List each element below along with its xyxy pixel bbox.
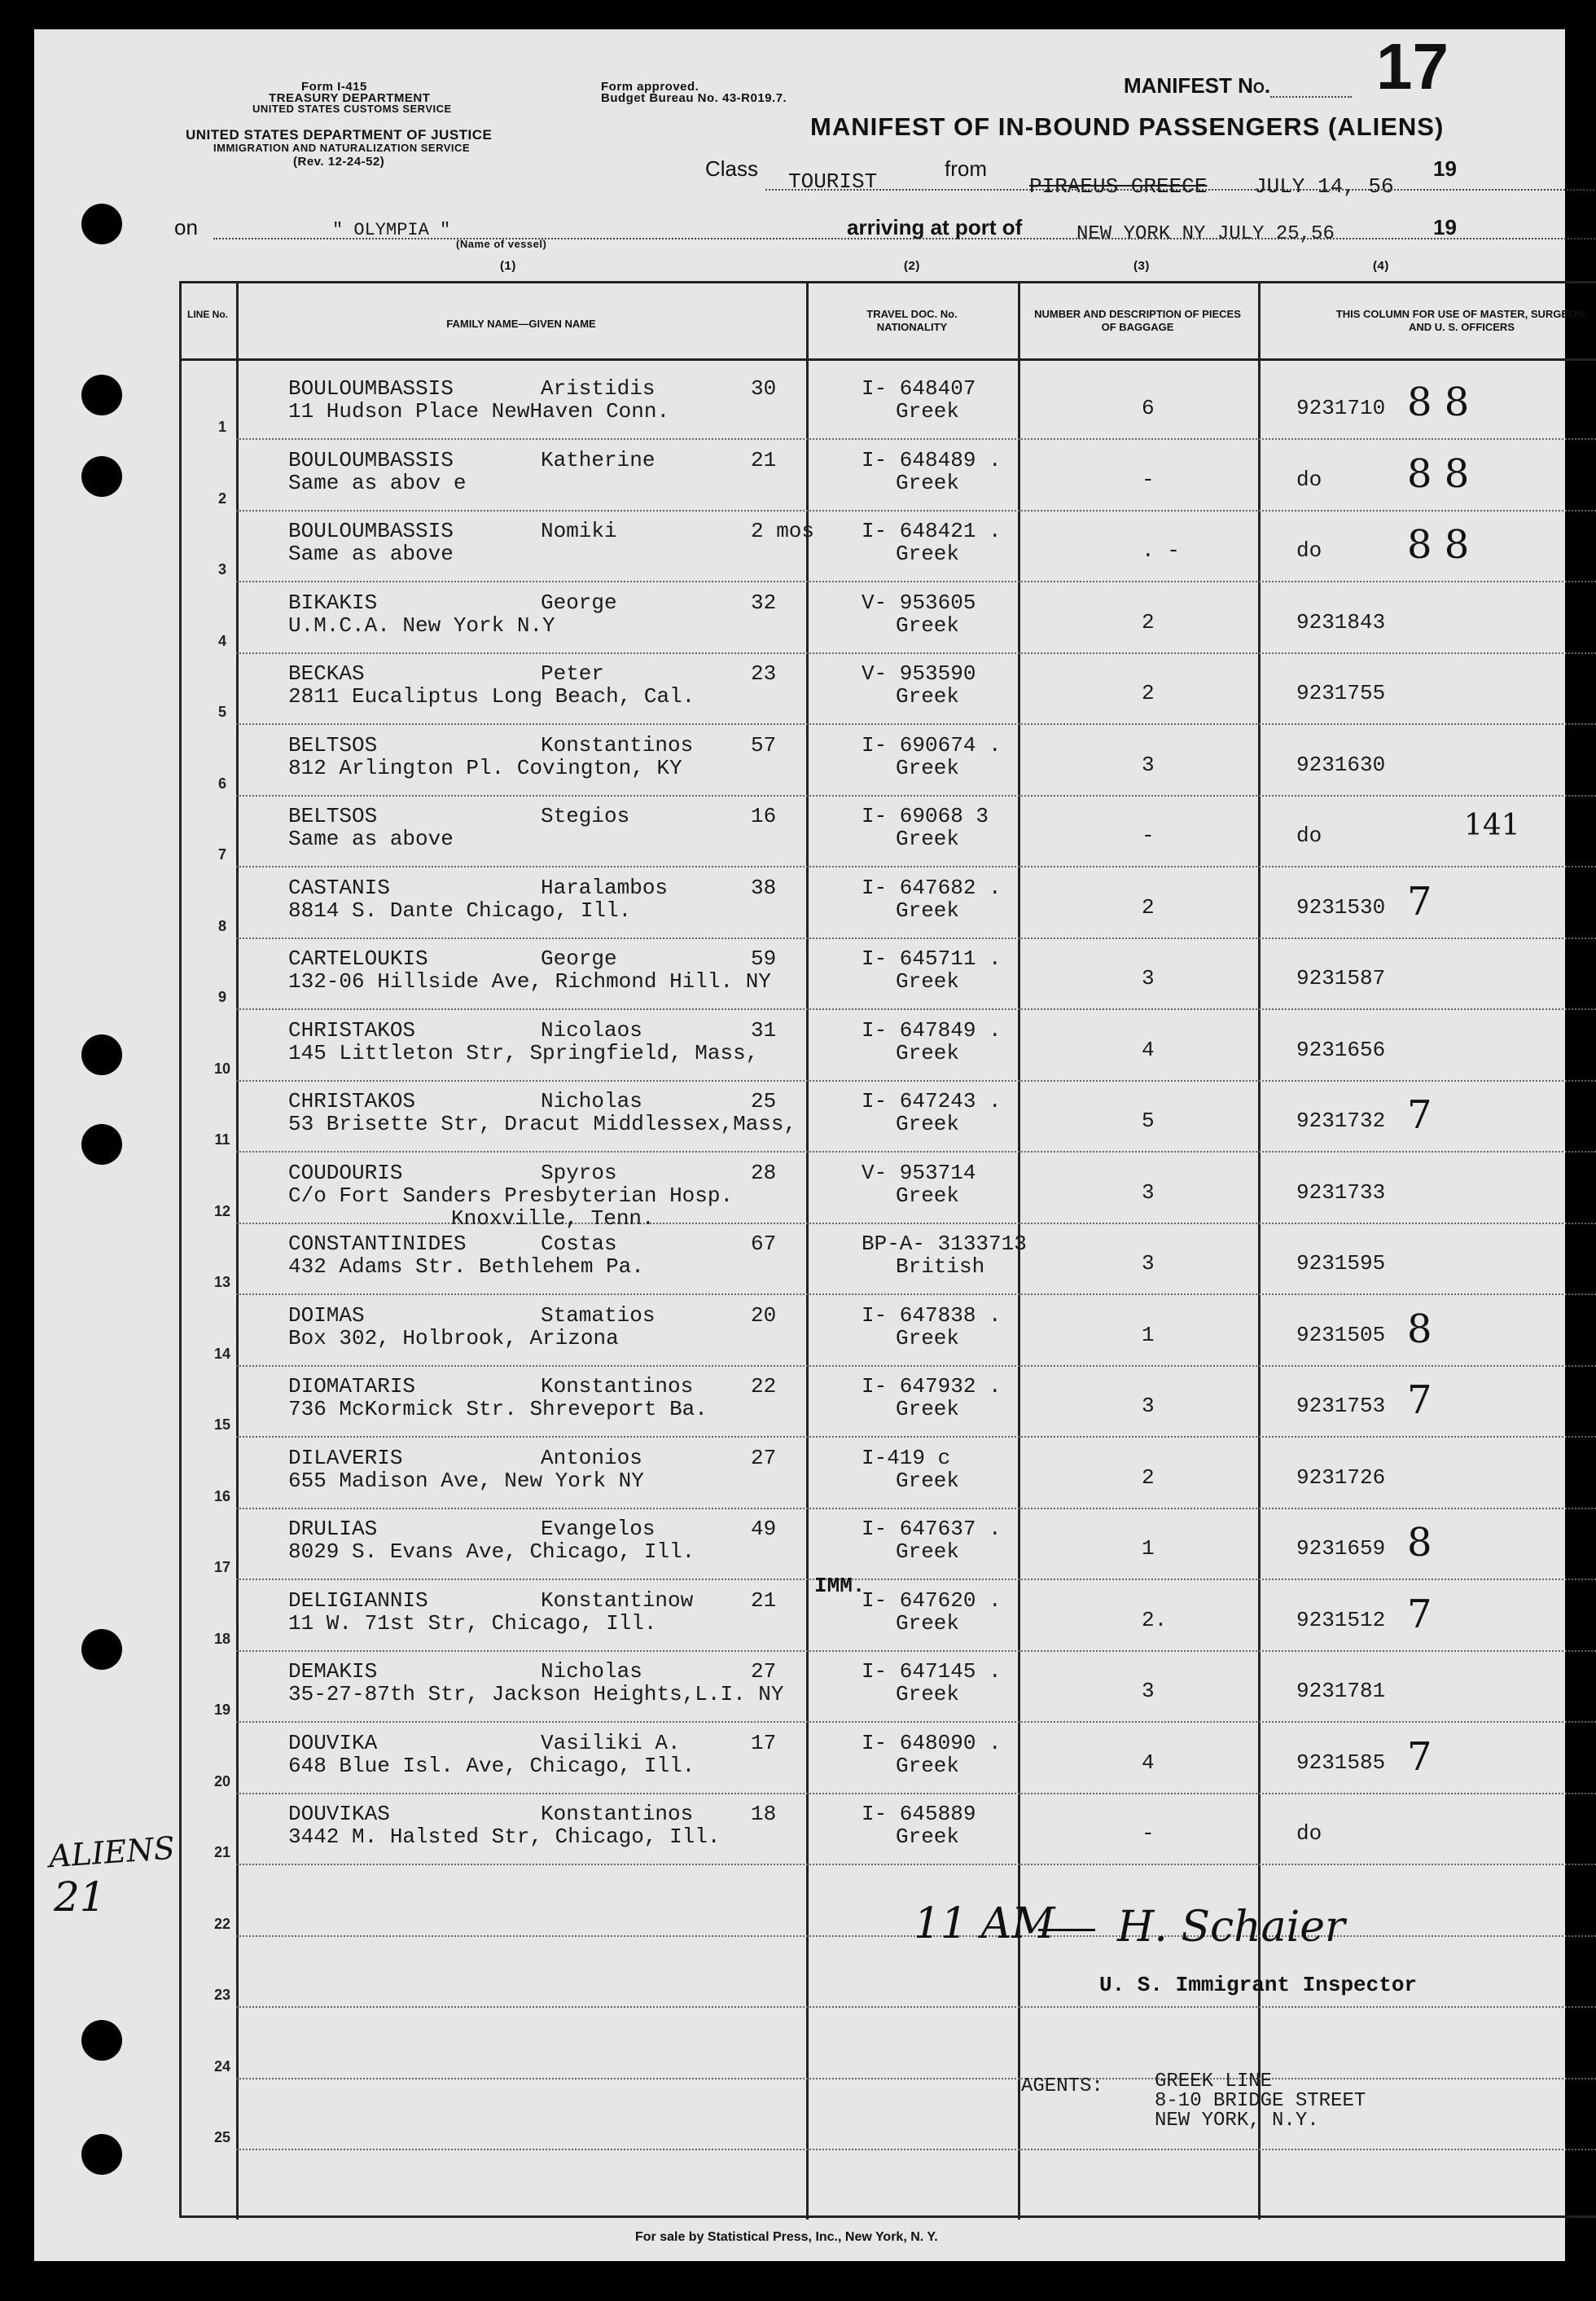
form-number: Form I-415: [301, 80, 367, 94]
given-name: Aristidis: [541, 376, 656, 401]
manifest-no-label: MANIFEST No.: [1124, 73, 1271, 98]
travel-doc-no: I- 647637 .: [862, 1517, 1002, 1541]
nationality: Greek: [896, 1610, 960, 1636]
officer-number: 9231585: [1296, 1750, 1386, 1775]
line-number: 2: [217, 490, 226, 507]
baggage-count: 2: [1142, 609, 1155, 635]
class-label: Class: [705, 156, 759, 181]
col-num-2: (2): [904, 259, 920, 273]
row-rule: [236, 1864, 1596, 1865]
baggage-count: -: [1142, 823, 1155, 848]
row-rule: [236, 2149, 1596, 2150]
given-name: Vasiliki A.: [541, 1730, 681, 1755]
address: 2811 Eucaliptus Long Beach, Cal.: [288, 684, 695, 709]
arriving-label: arriving at port of: [847, 215, 1023, 239]
agents-label: AGENTS:: [1021, 2075, 1103, 2097]
agents-line-2: 8-10 BRIDGE STREET: [1155, 2090, 1366, 2112]
officer-mark: 8 8: [1407, 450, 1470, 497]
header-name: FAMILY NAME—GIVEN NAME: [446, 318, 596, 330]
address: Same as above: [288, 827, 454, 851]
given-name: Konstantinos: [541, 1374, 694, 1399]
binder-hole: [81, 375, 122, 415]
officer-number: 9231512: [1296, 1607, 1386, 1632]
officer-mark: 7: [1407, 1377, 1432, 1423]
officer-mark: 7: [1407, 1591, 1432, 1637]
officer-number: 9231659: [1296, 1536, 1386, 1561]
family-name: BELTSOS: [288, 804, 378, 828]
nationality: Greek: [896, 1183, 960, 1208]
address: 11 Hudson Place NewHaven Conn.: [288, 399, 670, 424]
family-name: DRULIAS: [288, 1517, 378, 1541]
nationality: Greek: [896, 755, 960, 780]
baggage-count: 3: [1142, 1679, 1155, 1703]
binder-hole: [81, 2134, 122, 2175]
baggage-count: 4: [1142, 1750, 1155, 1775]
row-rule: [236, 2078, 1596, 2079]
family-name: BOULOUMBASSIS: [288, 447, 454, 472]
address: 655 Madison Ave, New York NY: [288, 1468, 644, 1493]
officer-mark: 8: [1407, 1306, 1432, 1352]
officer-number: 9231630: [1296, 752, 1386, 777]
class-value: TOURIST: [788, 169, 878, 194]
officer-number: do: [1296, 823, 1322, 848]
travel-doc-no: I- 648421 .: [862, 519, 1002, 543]
baggage-count: 3: [1142, 966, 1155, 990]
travel-doc-no: V- 953605: [862, 590, 976, 615]
given-name: Nicholas: [541, 1659, 642, 1684]
binder-hole: [81, 1034, 122, 1075]
family-name: CASTANIS: [288, 875, 390, 900]
given-name: Konstantinos: [541, 732, 694, 757]
binder-hole: [81, 456, 122, 497]
binder-hole: [81, 204, 122, 244]
line-number: 24: [213, 2057, 231, 2075]
nationality: Greek: [896, 1825, 960, 1849]
nationality: Greek: [896, 827, 960, 851]
line-number: 16: [213, 1487, 231, 1504]
travel-doc-no: I- 647620 .: [862, 1587, 1002, 1613]
officer-number: do: [1296, 467, 1322, 492]
given-name: George: [541, 590, 617, 615]
officer-number: 9231755: [1296, 681, 1386, 705]
family-name: BOULOUMBASSIS: [288, 519, 454, 543]
age: 67: [751, 1232, 777, 1256]
nationality: Greek: [896, 1753, 960, 1778]
officer-number: do: [1296, 1821, 1322, 1846]
age: 28: [751, 1160, 777, 1185]
nationality: Greek: [896, 1112, 960, 1136]
travel-doc-no: I- 690674 .: [862, 732, 1002, 757]
line-number: 23: [213, 1987, 231, 2003]
given-name: Nicolaos: [541, 1017, 642, 1043]
address: 432 Adams Str. Bethlehem Pa.: [288, 1254, 644, 1279]
travel-doc-no: I- 648090 .: [862, 1730, 1002, 1755]
family-name: CHRISTAKOS: [288, 1089, 416, 1113]
baggage-count: -: [1142, 1821, 1155, 1846]
officer-mark: 7: [1407, 878, 1432, 924]
family-name: BIKAKIS: [288, 590, 378, 615]
age: 59: [751, 946, 777, 971]
travel-doc-no: I- 648489 .: [862, 447, 1002, 472]
baggage-count: 3: [1142, 1179, 1155, 1205]
line-number: 6: [217, 775, 226, 792]
age: 21: [751, 447, 777, 472]
officer-mark: 8 8: [1407, 380, 1470, 425]
baggage-count: 3: [1142, 752, 1155, 777]
family-name: BECKAS: [288, 661, 365, 686]
officer-mark: 7: [1407, 1733, 1432, 1780]
year-prefix: 19: [1433, 156, 1457, 181]
ins-service: IMMIGRATION AND NATURALIZATION SERVICE: [213, 142, 471, 154]
binder-hole: [81, 1124, 122, 1165]
line-number: 15: [213, 1416, 231, 1433]
travel-doc-no: V- 953714: [862, 1160, 976, 1185]
family-name: CONSTANTINIDES: [288, 1232, 467, 1256]
officer-number: 9231781: [1296, 1679, 1386, 1703]
baggage-count: 2.: [1142, 1607, 1168, 1632]
from-value: PIRAEUS GREECE: [1029, 174, 1208, 199]
age: 22: [751, 1374, 777, 1399]
officer-number: 9231710: [1296, 396, 1386, 420]
officer-number: 9231505: [1296, 1322, 1386, 1347]
manifest-title: MANIFEST OF IN-BOUND PASSENGERS (ALIENS): [810, 112, 1445, 141]
given-name: Konstantinos: [541, 1802, 694, 1826]
nationality: Greek: [896, 684, 960, 709]
age: 27: [751, 1445, 777, 1470]
address: Box 302, Holbrook, Arizona: [288, 1325, 619, 1350]
line-number: 3: [217, 561, 226, 577]
nationality: Greek: [896, 969, 960, 994]
travel-doc-no: I- 647932 .: [862, 1374, 1002, 1399]
line-number: 7: [217, 846, 226, 863]
family-name: DILAVERIS: [288, 1445, 403, 1470]
address: U.M.C.A. New York N.Y: [288, 613, 555, 638]
form-approved: Form approved.: [601, 80, 699, 94]
header-officers: THIS COLUMN FOR USE OF MASTER, SURGEON, AND U. S. OFFICERS: [1335, 308, 1588, 333]
family-name: DIOMATARIS: [288, 1374, 416, 1399]
given-name: Nomiki: [541, 519, 617, 543]
line-number: 8: [217, 917, 226, 934]
family-name: BOULOUMBASSIS: [288, 376, 454, 401]
baggage-count: 3: [1142, 1251, 1155, 1276]
nationality: British: [896, 1254, 985, 1279]
departure-date: JULY 14, 56: [1254, 174, 1394, 199]
nationality: Greek: [896, 1040, 960, 1065]
line-number: 9: [217, 989, 226, 1005]
nationality: Greek: [896, 470, 960, 495]
baggage-count: 3: [1142, 1394, 1155, 1418]
line-number: 17: [213, 1559, 231, 1575]
age: 57: [751, 732, 777, 757]
officer-number: 9231587: [1296, 966, 1386, 990]
line-number: 1: [217, 419, 226, 435]
budget-bureau: Budget Bureau No. 43-R019.7.: [601, 91, 787, 105]
line-number: 20: [213, 1772, 231, 1789]
travel-doc-no: I- 647243 .: [862, 1089, 1002, 1113]
family-name: BELTSOS: [288, 732, 378, 757]
officer-mark: 7: [1407, 1092, 1432, 1138]
given-name: Haralambos: [541, 875, 669, 900]
age: 31: [751, 1017, 777, 1043]
age: 16: [751, 804, 777, 828]
age: 49: [751, 1517, 777, 1541]
line-number: 18: [213, 1630, 231, 1647]
baggage-count: 5: [1142, 1109, 1155, 1133]
officer-mark: 141: [1464, 809, 1520, 842]
officer-number: 9231530: [1296, 894, 1386, 920]
family-name: CHRISTAKOS: [288, 1017, 416, 1043]
family-name: DEMAKIS: [288, 1659, 378, 1684]
vessel-caption: (Name of vessel): [456, 238, 547, 250]
from-label: from: [945, 156, 987, 181]
age: 2 mos: [751, 519, 815, 543]
given-name: George: [541, 946, 617, 971]
baggage-count: 2: [1142, 681, 1155, 705]
address: 11 W. 71st Str, Chicago, Ill.: [288, 1610, 657, 1636]
manifest-number: 17: [1376, 30, 1449, 103]
age: 17: [751, 1730, 777, 1755]
col-num-4: (4): [1373, 259, 1389, 273]
baggage-count: 2: [1142, 1464, 1155, 1490]
printer-footer: For sale by Statistical Press, Inc., New York, N. Y.: [635, 2230, 938, 2244]
on-label: on: [174, 215, 198, 239]
age: 32: [751, 590, 777, 615]
given-name: Stamatios: [541, 1302, 656, 1328]
nationality: Greek: [896, 1397, 960, 1421]
address: 53 Brisette Str, Dracut Middlessex,Mass,: [288, 1112, 797, 1136]
family-name: CARTELOUKIS: [288, 946, 428, 971]
baggage-count: 4: [1142, 1037, 1155, 1062]
address: 3442 M. Halsted Str, Chicago, Ill.: [288, 1825, 721, 1849]
nationality: Greek: [896, 898, 960, 923]
travel-doc-no: I- 647838 .: [862, 1302, 1002, 1328]
given-name: Peter: [541, 661, 605, 686]
age: 30: [751, 376, 777, 401]
officer-number: 9231595: [1296, 1251, 1386, 1276]
age: 18: [751, 1802, 777, 1826]
signature-dash: [1038, 1929, 1095, 1931]
nationality: Greek: [896, 1682, 960, 1706]
officer-number: 9231732: [1296, 1109, 1386, 1133]
class-line: [765, 189, 1596, 191]
col-num-3: (3): [1133, 259, 1150, 273]
header-divider: [179, 358, 1596, 361]
given-name: Costas: [541, 1232, 617, 1256]
address: 648 Blue Isl. Ave, Chicago, Ill.: [288, 1753, 695, 1778]
header-travel-doc: TRAVEL DOC. No. NATIONALITY: [866, 308, 958, 333]
officer-mark: 8 8: [1407, 522, 1470, 568]
age: 20: [751, 1302, 777, 1328]
baggage-count: . -: [1142, 538, 1180, 563]
line-number: 22: [213, 1915, 231, 1932]
officer-mark: 8: [1407, 1520, 1432, 1565]
vessel-line: [213, 238, 1596, 239]
baggage-count: 2: [1142, 894, 1155, 920]
aliens-note: ALIENS: [47, 1829, 177, 1875]
nationality: Greek: [896, 542, 960, 566]
line-number: 5: [217, 704, 226, 720]
given-name: Konstantinow: [541, 1587, 694, 1613]
col-num-1: (1): [500, 259, 516, 273]
customs-service: UNITED STATES CUSTOMS SERVICE: [252, 103, 452, 115]
treasury-dept: TREASURY DEPARTMENT: [269, 91, 431, 105]
officer-number: 9231726: [1296, 1464, 1386, 1490]
baggage-count: -: [1142, 467, 1155, 492]
address: Same as above: [288, 542, 454, 566]
manifest-no-line: [1270, 96, 1352, 98]
inspector-title: U. S. Immigrant Inspector: [1099, 1973, 1418, 1997]
address: 132-06 Hillside Ave, Richmond Hill. NY: [288, 969, 771, 994]
travel-doc-no: I- 645889: [862, 1802, 976, 1826]
imm-stamp: IMM.: [814, 1574, 866, 1598]
header-baggage: NUMBER AND DESCRIPTION OF PIECES OF BAGGAGE: [1034, 308, 1241, 333]
family-name: DELIGIANNIS: [288, 1587, 428, 1613]
age: 38: [751, 875, 777, 900]
address: 736 McKormick Str. Shreveport Ba.: [288, 1397, 708, 1421]
given-name: Katherine: [541, 447, 656, 472]
baggage-count: 1: [1142, 1536, 1155, 1561]
line-number: 25: [213, 2129, 231, 2145]
address: C/o Fort Sanders Presbyterian Hosp.: [288, 1183, 734, 1208]
officer-number: 9231656: [1296, 1037, 1386, 1062]
nationality: Greek: [896, 1539, 960, 1564]
baggage-count: 6: [1142, 396, 1155, 420]
officer-number: 9231843: [1296, 609, 1386, 635]
agents-line-3: NEW YORK, N.Y.: [1155, 2110, 1319, 2132]
address: Same as abov e: [288, 470, 467, 495]
travel-doc-no: I- 69068 3: [862, 804, 989, 828]
given-name: Spyros: [541, 1160, 617, 1185]
given-name: Nicholas: [541, 1089, 642, 1113]
vessel-name: " OLYMPIA ": [332, 220, 451, 240]
address: 8814 S. Dante Chicago, Ill.: [288, 898, 632, 923]
line-number: 14: [213, 1345, 231, 1362]
travel-doc-no: BP-A- 3133713: [862, 1232, 1027, 1256]
nationality: Greek: [896, 613, 960, 638]
year-prefix-arrival: 19: [1433, 215, 1457, 239]
age: 27: [751, 1659, 777, 1684]
address: 812 Arlington Pl. Covington, KY: [288, 755, 682, 780]
line-number: 12: [213, 1202, 231, 1219]
family-name: DOUVIKA: [288, 1730, 378, 1755]
arrival-port: NEW YORK NY JULY 25,56: [1076, 223, 1335, 245]
line-number: 21: [213, 1844, 231, 1860]
family-name: DOIMAS: [288, 1302, 365, 1328]
age: 23: [751, 661, 777, 686]
aliens-count: 21: [54, 1873, 106, 1921]
inspector-signature: H. Schaier: [1117, 1903, 1345, 1952]
officer-number: do: [1296, 538, 1322, 563]
binder-hole: [81, 1629, 122, 1670]
age: 21: [751, 1587, 777, 1613]
row-rule: [236, 2006, 1596, 2008]
line-number: 13: [213, 1274, 231, 1290]
officer-number: 9231733: [1296, 1179, 1386, 1205]
given-name: Evangelos: [541, 1517, 656, 1541]
line-number: 11: [214, 1131, 230, 1148]
travel-doc-no: I- 647145 .: [862, 1659, 1002, 1684]
revision: (Rev. 12-24-52): [293, 155, 385, 169]
line-number: 19: [213, 1702, 231, 1718]
officer-number: 9231753: [1296, 1394, 1386, 1418]
agents-line-1: GREEK LINE: [1155, 2070, 1273, 2092]
family-name: DOUVIKAS: [288, 1802, 390, 1826]
line-number: 10: [213, 1060, 231, 1077]
justice-dept: UNITED STATES DEPARTMENT OF JUSTICE: [186, 127, 493, 143]
address: 35-27-87th Str, Jackson Heights,L.I. NY: [288, 1682, 784, 1706]
baggage-count: 1: [1142, 1322, 1155, 1347]
header-line-no: LINE No.: [187, 309, 228, 320]
travel-doc-no: I-419 c: [862, 1445, 951, 1470]
address: 145 Littleton Str, Springfield, Mass,: [288, 1040, 759, 1065]
address-cont: Knoxville, Tenn.: [451, 1205, 655, 1231]
time-signature: 11 AM: [914, 1899, 1055, 1948]
travel-doc-no: I- 647682 .: [862, 875, 1002, 900]
given-name: Antonios: [541, 1445, 642, 1470]
travel-doc-no: I- 647849 .: [862, 1017, 1002, 1043]
family-name: COUDOURIS: [288, 1160, 403, 1185]
nationality: Greek: [896, 1468, 960, 1493]
binder-hole: [81, 2020, 122, 2061]
age: 25: [751, 1089, 777, 1113]
travel-doc-no: V- 953590: [862, 661, 976, 686]
travel-doc-no: I- 648407: [862, 376, 976, 401]
line-number: 4: [217, 632, 226, 649]
nationality: Greek: [896, 1325, 960, 1350]
travel-doc-no: I- 645711 .: [862, 946, 1002, 971]
nationality: Greek: [896, 399, 960, 424]
given-name: Stegios: [541, 804, 630, 828]
address: 8029 S. Evans Ave, Chicago, Ill.: [288, 1539, 695, 1564]
